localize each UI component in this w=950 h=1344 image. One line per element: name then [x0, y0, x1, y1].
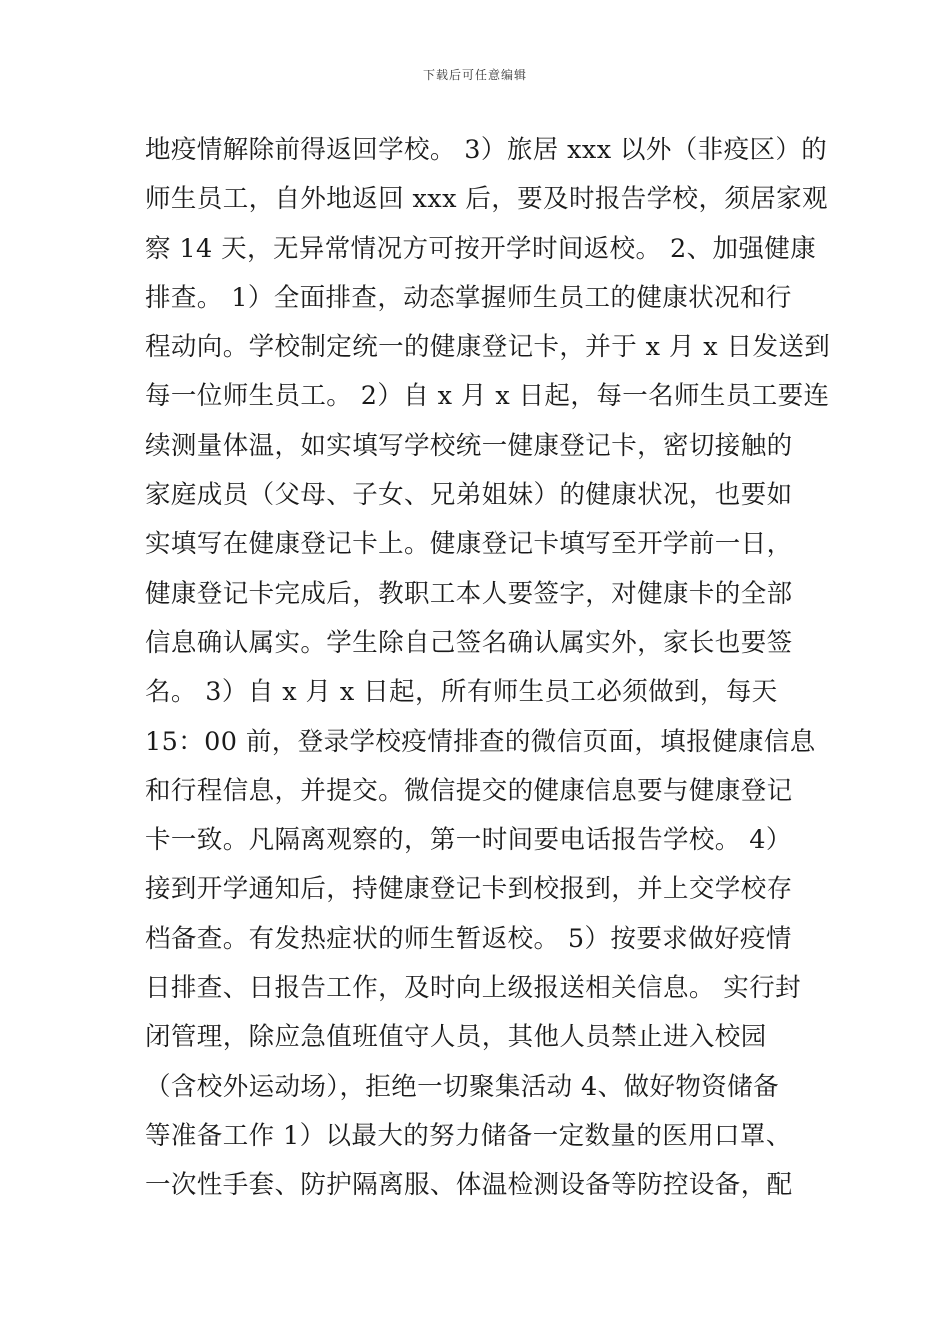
- text-line: 一次性手套、防护隔离服、体温检测设备等防控设备，配: [145, 1170, 793, 1201]
- text-line: 续测量体温，如实填写学校统一健康登记卡，密切接触的: [145, 430, 793, 461]
- text-line: 接到开学通知后，持健康登记卡到校报到，并上交学校存: [145, 874, 793, 905]
- text-line: 15：00 前，登录学校疫情排查的微信页面，填报健康信息: [145, 726, 816, 757]
- text-line: 卡一致。凡隔离观察的，第一时间要电话报告学校。 4）: [145, 825, 792, 856]
- text-line: 师生员工，自外地返回 xxx 后，要及时报告学校，须居家观: [145, 184, 828, 215]
- text-line: 家庭成员（父母、子女、兄弟姐妹）的健康状况，也要如: [145, 480, 793, 511]
- text-line: （含校外运动场），拒绝一切聚集活动 4、做好物资储备: [145, 1071, 779, 1102]
- text-line: 每一位师生员工。 2）自 x 月 x 日起，每一名师生员工要连: [145, 381, 830, 412]
- text-line: 信息确认属实。学生除自己签名确认属实外，家长也要签: [145, 627, 793, 658]
- text-line: 实填写在健康登记卡上。健康登记卡填写至开学前一日，: [145, 529, 793, 560]
- text-line: 程动向。学校制定统一的健康登记卡，并于 x 月 x 日发送到: [145, 332, 831, 363]
- text-line: 地疫情解除前得返回学校。 3）旅居 xxx 以外（非疫区）的: [145, 135, 828, 165]
- text-line: 档备查。有发热症状的师生暂返校。 5）按要求做好疫情: [145, 923, 792, 954]
- text-line: 察 14 天，无异常情况方可按开学时间返校。 2、加强健康: [145, 233, 817, 264]
- document-body: [145, 126, 831, 1211]
- text-line: 和行程信息，并提交。微信提交的健康信息要与健康登记: [145, 775, 793, 806]
- text-line: 排查。 1）全面排查，动态掌握师生员工的健康状况和行: [145, 282, 792, 313]
- text-line: 日排查、日报告工作，及时向上级报送相关信息。 实行封: [145, 973, 802, 1004]
- text-line: 名。 3）自 x 月 x 日起，所有师生员工必须做到，每天: [145, 677, 778, 708]
- page-header-note: 下载后可任意编辑: [422, 68, 527, 82]
- text-line: 闭管理，除应急值班值守人员，其他人员禁止进入校园: [145, 1022, 767, 1053]
- text-line: 健康登记卡完成后，教职工本人要签字，对健康卡的全部: [145, 578, 793, 609]
- text-line: 等准备工作 1）以最大的努力储备一定数量的医用口罩、: [145, 1120, 792, 1151]
